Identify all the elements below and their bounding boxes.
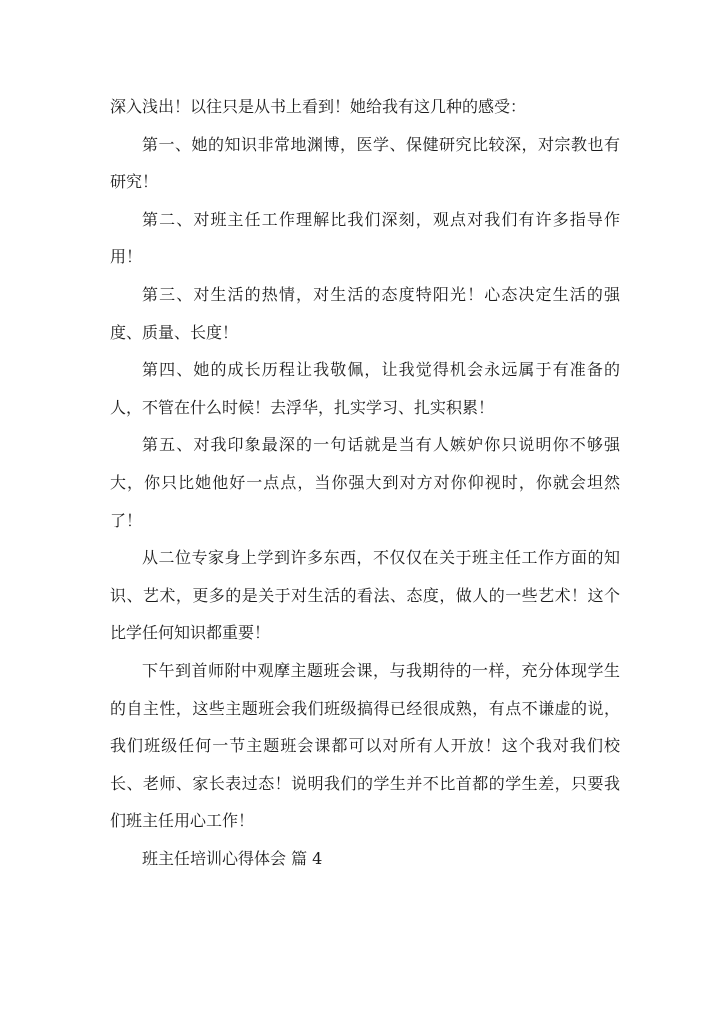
paragraph-experts: 从二位专家身上学到许多东西，不仅仅在关于班主任工作方面的知识、艺术，更多的是关于对生活的看法、态度，做人的一些艺术！这个比学任何知识都重要！ [110, 548, 620, 643]
section-heading: 班主任培训心得体会 篇 4 [142, 848, 323, 868]
paragraph-point-1: 第一、她的知识非常地渊博，医学、保健研究比较深，对宗教也有研究！ [110, 134, 620, 192]
paragraph-point-2: 第二、对班主任工作理解比我们深刻，观点对我们有许多指导作用！ [110, 209, 620, 267]
paragraph-point-4: 第四、她的成长历程让我敬佩，让我觉得机会永远属于有准备的人，不管在什么时候！去浮华，扎实学习、扎实积累！ [110, 360, 620, 417]
paragraph-intro: 深入浅出！以往只是从书上看到！她给我有这几种的感受： [110, 97, 527, 116]
paragraph-afternoon: 下午到首师附中观摩主题班会课，与我期待的一样，充分体现学生的自主性，这些主题班会我们班级搞得已经很成熟，有点不谦虚的说，我们班级任何一节主题班会课都可以对所有人开放！这个我对我们校长、老师、家长表过态！说明我们的学生并不比首都的学生差，只要我们班主任用心工作！ [110, 660, 620, 831]
paragraph-point-5: 第五、对我印象最深的一句话就是当有人嫉妒你只说明你不够强大，你只比她他好一点点，当你强大到对方对你仰视时，你就会坦然了！ [110, 435, 620, 530]
paragraph-point-3: 第三、对生活的热情，对生活的态度特阳光！心态决定生活的强度、质量、长度！ [110, 284, 620, 342]
document-body [110, 88, 620, 877]
